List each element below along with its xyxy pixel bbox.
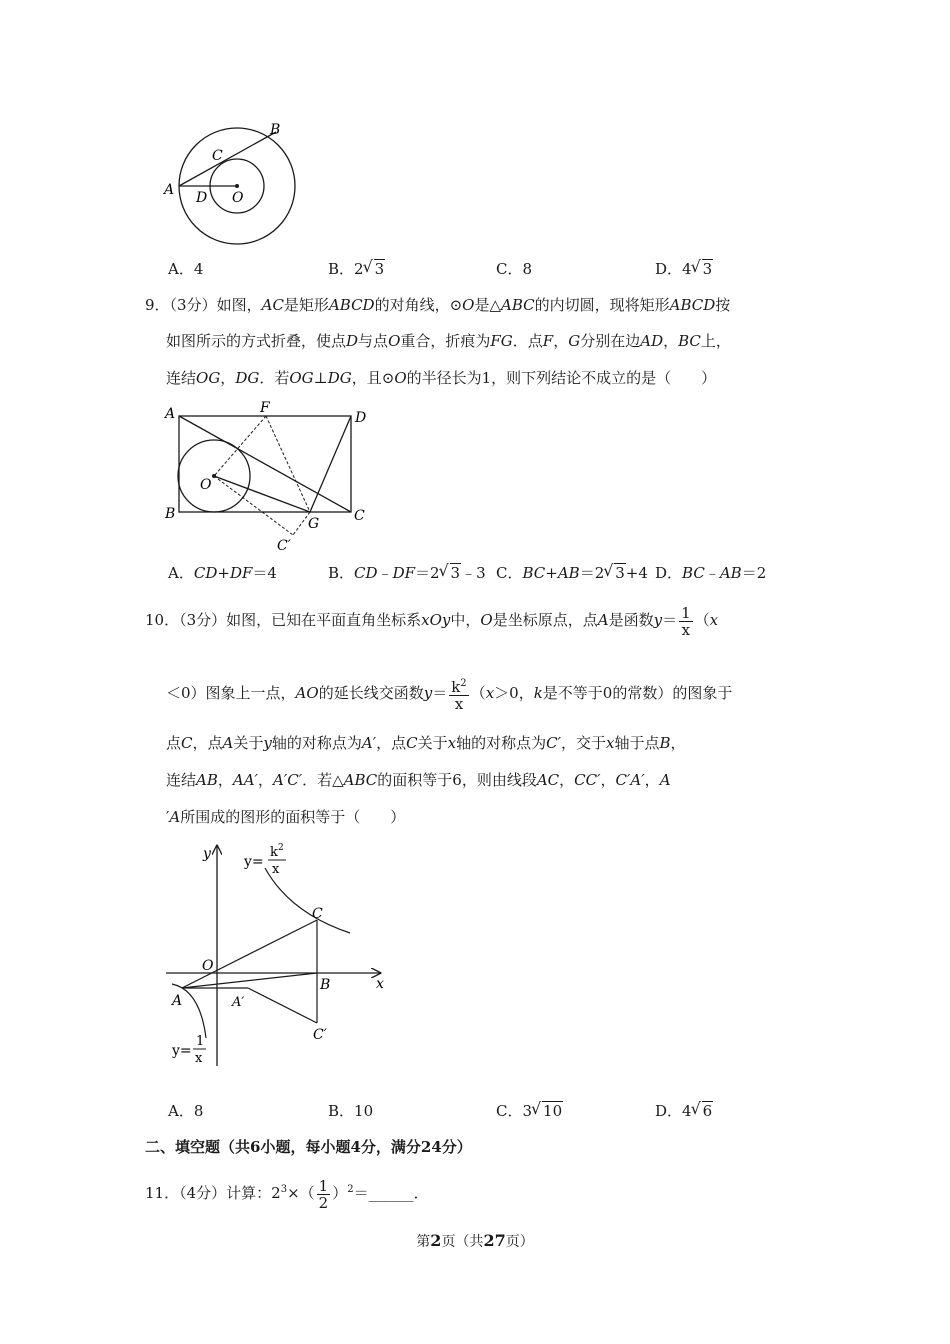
fig8-label-B: B	[270, 122, 281, 138]
fig10-label-y: y	[203, 846, 211, 862]
page-footer: 第2页（共27页）	[416, 1231, 534, 1250]
q10-option-d: D．4√ 6	[655, 1100, 713, 1122]
fig10-label-B: B	[320, 977, 331, 993]
fig10-label-Aprime: A′	[232, 995, 245, 1010]
fig10-label-Cprime: C′	[313, 1027, 327, 1043]
fig9-label-B: B	[165, 506, 176, 522]
q10-line-4: 连结AB，AA′，A′C′．若△ABC的面积等于6，则由线段AC，CC′，C′A′，A	[166, 771, 671, 789]
q9-option-a: A．CD+DF＝4	[168, 564, 277, 582]
fig10-label-C: C	[312, 906, 323, 922]
fig8-center-dot	[235, 184, 239, 188]
fig9-fold-OCp	[214, 476, 293, 535]
q8-option-c: C．8	[496, 260, 533, 278]
fig10-curve1-sup: 2	[278, 843, 284, 853]
fig8-label-D: D	[196, 190, 208, 206]
fig10-label-A: A	[172, 993, 183, 1009]
fig9-label-C: C	[354, 508, 365, 524]
fig9-label-G: G	[308, 516, 320, 532]
q9-option-c: C．BC+AB＝2√ 3+4	[496, 562, 648, 584]
fig9-label-A: A	[165, 406, 176, 422]
q10-option-a: A．8	[168, 1102, 204, 1120]
q9-option-b: B．CD﹣DF＝2√ 3﹣3	[328, 562, 486, 584]
fig9-diagonal-AC	[179, 416, 351, 512]
fig9-line-DG	[310, 416, 351, 512]
fig10-label-x: x	[376, 976, 384, 992]
fig8-label-C: C	[212, 148, 223, 164]
q9-line-2: 如图所示的方式折叠，使点D与点O重合，折痕为FG．点F，G分别在边AD，BC上，	[166, 332, 731, 350]
figure-q10	[160, 838, 395, 1073]
fig10-curve1-den: x	[272, 862, 280, 877]
fig8-line-AB	[179, 132, 276, 186]
q10-line-1: 10．（3分）如图，已知在平面直角坐标系xOy中，O是坐标原点，点A是函数y＝ $\frac{1}{x}$ （x	[145, 603, 719, 639]
q10-fraction-k2-over-x: $\frac{k^2}{x}$	[451, 678, 467, 713]
fig8-label-A: A	[164, 182, 175, 198]
q9-option-d: D．BC﹣AB＝2	[655, 564, 767, 582]
fig9-fold-FO	[214, 416, 266, 476]
q11-answer-blank: ______	[368, 1184, 414, 1202]
fig10-curve2-den: x	[195, 1051, 203, 1066]
fig9-label-D: D	[355, 410, 367, 426]
fig8-label-O: O	[232, 190, 244, 206]
fig9-label-O: O	[200, 477, 212, 493]
fig10-curve2-num: 1	[196, 1034, 205, 1049]
q9-line-3: 连结OG，DG．若OG⊥DG，且⊙O的半径长为1，则下列结论不成立的是（ ）	[166, 369, 717, 387]
section-2-title: 二、填空题（共6小题，每小题4分，满分24分）	[145, 1138, 472, 1156]
fig9-label-Cprime: C′	[277, 538, 291, 554]
fig10-curve1-y: y=	[244, 854, 264, 870]
q10-line-3: 点C，点A关于y轴的对称点为A′，点C关于x轴的对称点为C′，交于x轴于点B，	[166, 734, 686, 752]
fig10-curve-k2-over-x	[265, 868, 350, 933]
q10-option-b: B．10	[328, 1102, 374, 1120]
q10-line-5: ′A所围成的图形的面积等于（ ）	[166, 808, 406, 826]
q10-option-c: C．3√ 10	[496, 1100, 563, 1122]
q8-option-a: A．4	[168, 260, 204, 278]
fig10-line-ApCp	[248, 988, 317, 1023]
q10-fraction-1-over-x: $\frac{1}{x}$	[681, 603, 691, 639]
q8-option-d: D．4√ 3	[655, 258, 713, 280]
fig10-curve1-num: k	[270, 845, 278, 860]
q11-fraction-half: $\frac{1}{2}$	[318, 1176, 329, 1212]
fig10-curve2-y: y=	[172, 1043, 192, 1059]
fig10-line-AB	[182, 973, 317, 988]
fig9-label-F: F	[260, 400, 270, 416]
q10-line-2: ＜0）图象上一点，AO的延长线交函数y＝ $\frac{k^2}{x}$ （x＞0，k是不等于0的常数）的图象于	[166, 678, 733, 713]
fig10-label-O: O	[202, 958, 214, 974]
figure-q9	[160, 398, 380, 556]
q9-line-1: 9．（3分）如图，AC是矩形ABCD的对角线，⊙O是△ABC的内切圆，现将矩形ABCD按	[145, 296, 731, 314]
q8-option-b: B．2√ 3	[328, 258, 385, 280]
q11-line: 11．（4分）计算：$2^3\times$（ $\frac{1}{2}$ ）$^2$＝______．	[145, 1176, 429, 1212]
fig10-line-AC	[182, 920, 317, 988]
figure-q8	[160, 118, 310, 253]
